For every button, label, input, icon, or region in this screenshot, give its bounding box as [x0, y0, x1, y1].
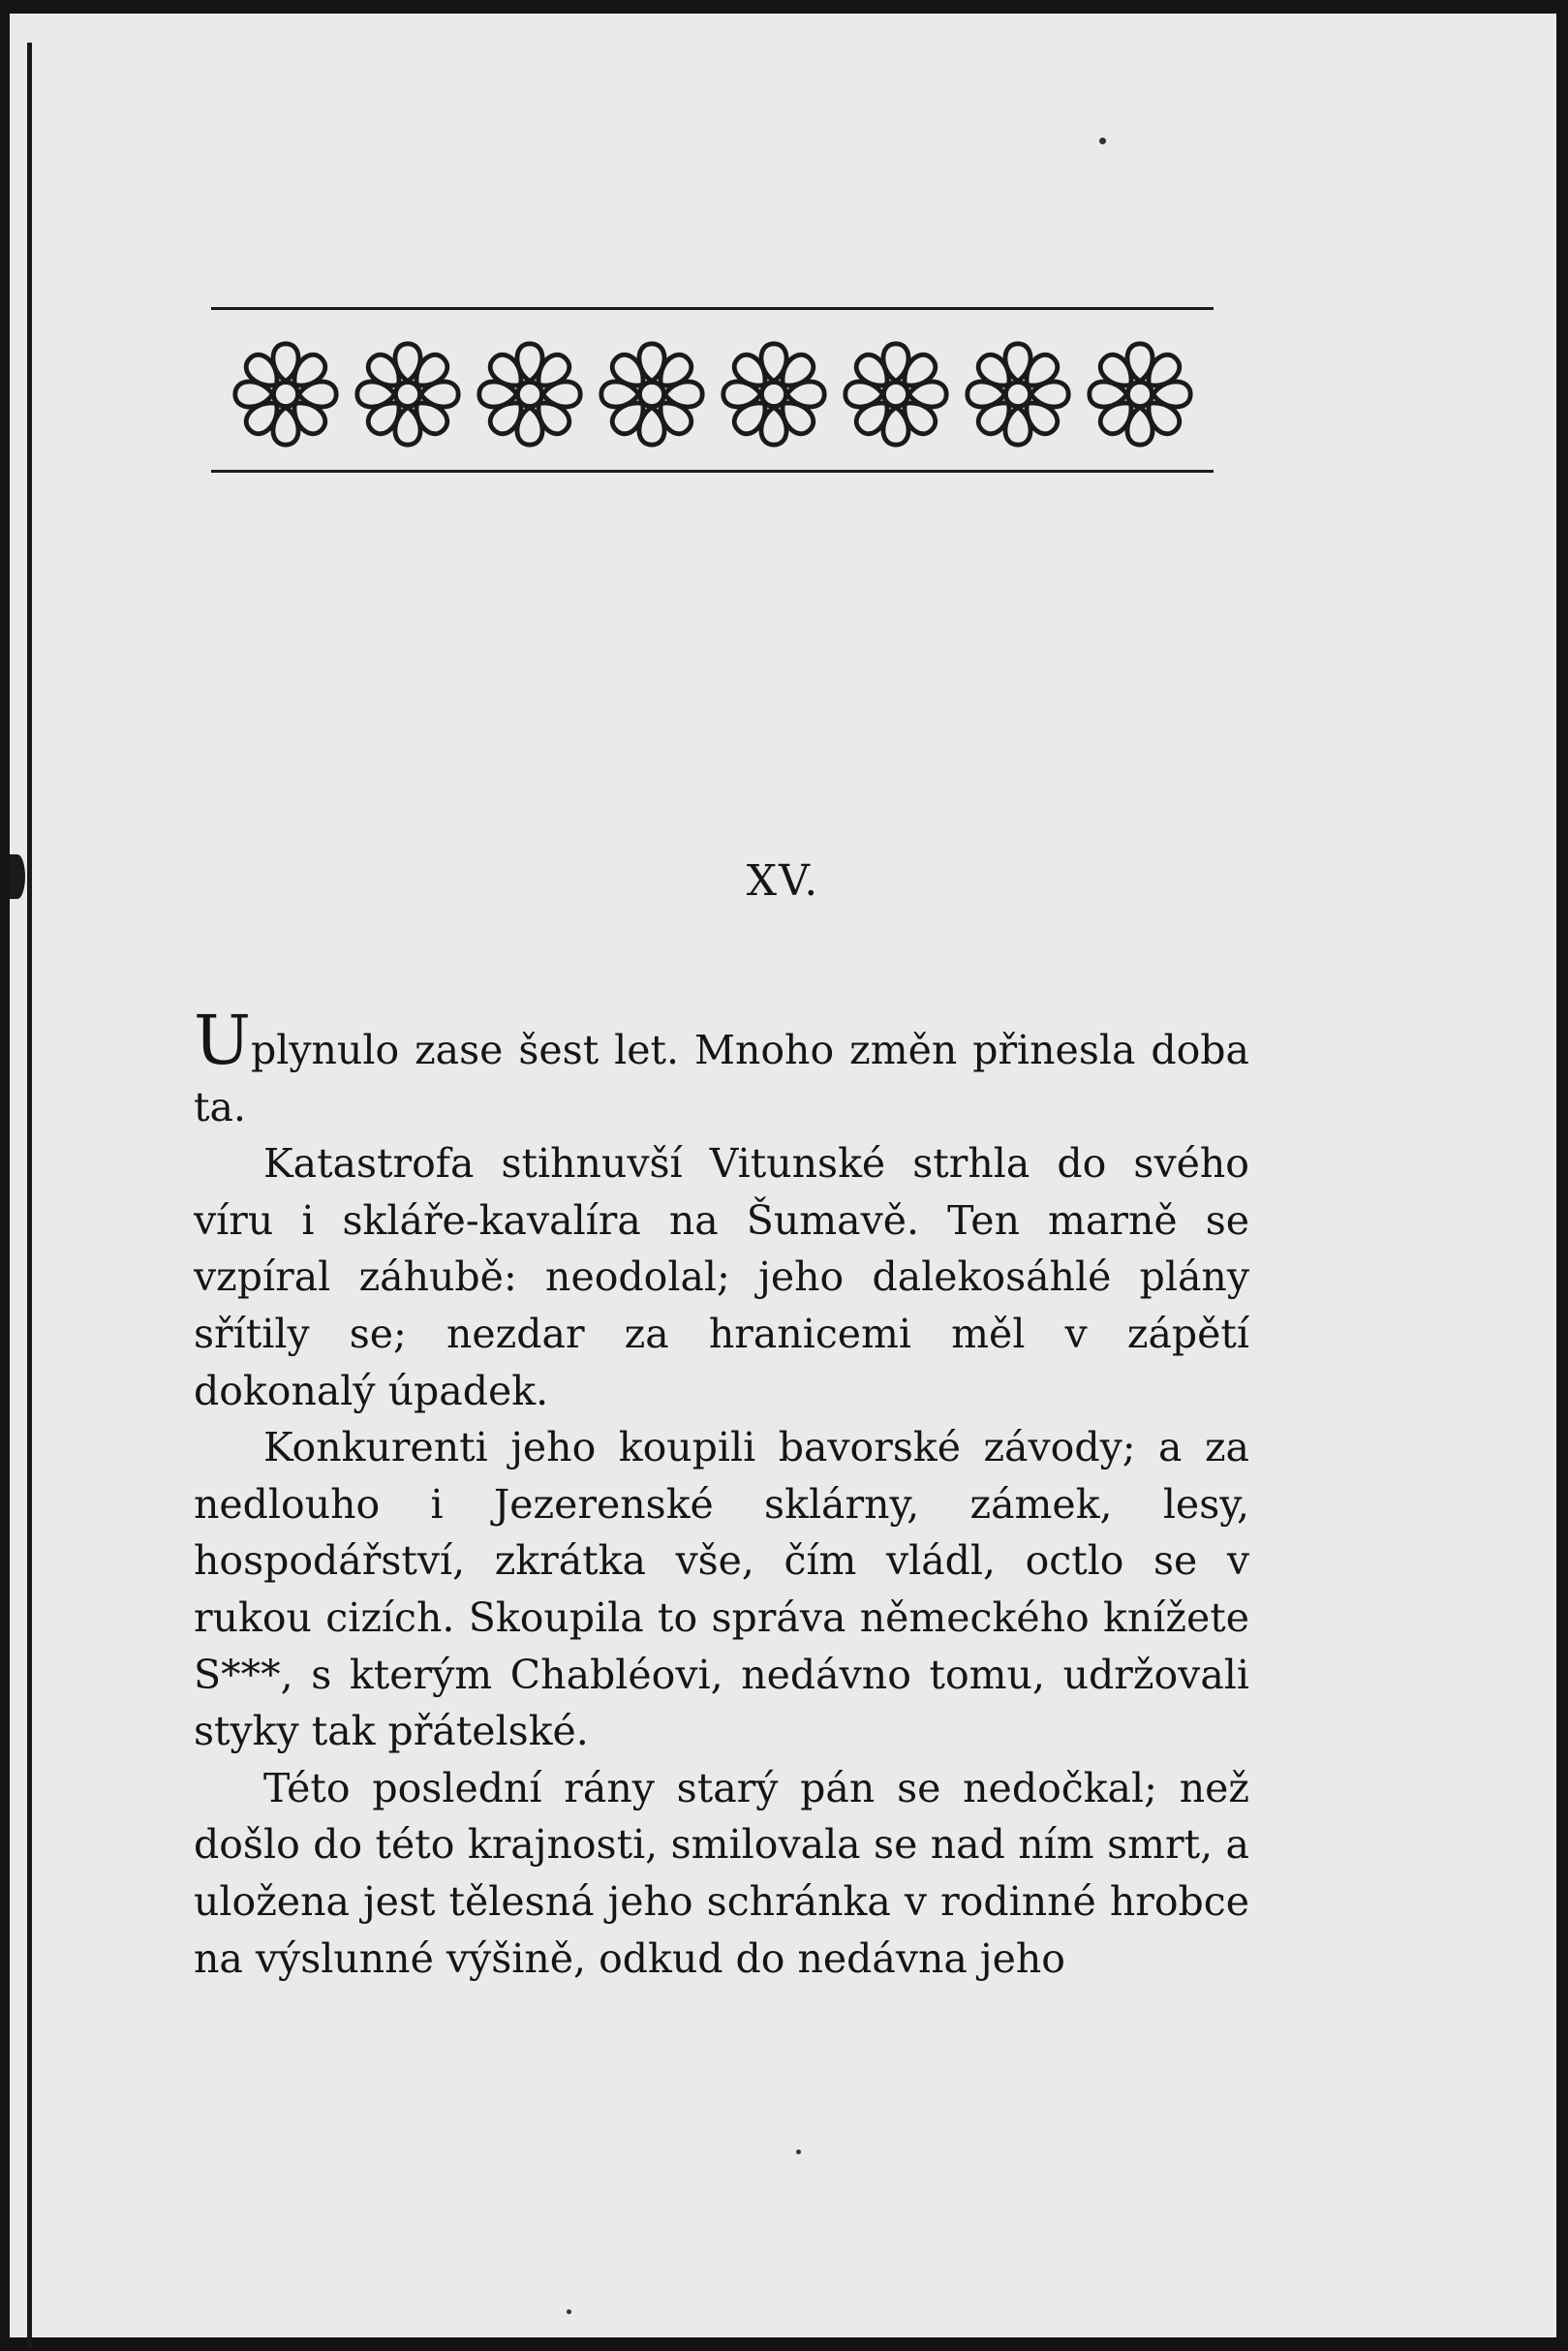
paragraph: Katastrofa stihnuvší Vitunské strhla do svého víru i skláře-kavalíra na Šumavě. Ten marně se vzpíral záhubě: neodolal; jeho dalekosáhlé plány sřítily se; nezdar za hranicemi měl v zápětí dokonalý úpadek.: [194, 1140, 1249, 1414]
flower-icon: [717, 338, 831, 450]
flower-icon: [595, 338, 709, 450]
speck: [567, 2309, 571, 2314]
book-page: [10, 14, 1556, 2337]
paragraph: Této poslední rány starý pán se nedočkal; než došlo do této krajnosti, smilovala se nad ním smrt, a uložena jest tělesná jeho schránka v rodinné hrobce na výslunné výšině, odkud do nedávna jeho: [194, 1764, 1249, 1982]
ornament-top-rule: [211, 307, 1214, 310]
speck: [1099, 138, 1106, 144]
body-text: [194, 1001, 1249, 1987]
paragraph: [194, 1001, 1249, 1135]
paragraph-text: plynulo zase šest let. Mnoho změn přinesla doba ta.: [194, 1027, 1249, 1130]
flower-icon: [473, 338, 587, 450]
header-ornament: [211, 307, 1214, 477]
flower-icon: [229, 338, 343, 450]
chapter-number: XV.: [746, 856, 820, 906]
drop-cap: U: [194, 1001, 251, 1080]
ornament-bottom-rule: [211, 470, 1214, 473]
paragraph: Konkurenti jeho koupili bavorské závody; a za nedlouho i Jezerenské sklárny, zámek, lesy, hospodářství, zkrátka vše, čím vládl, octlo se v rukou cizích. Skoupila to správa německého knížete S***, s kterým Chabléovi, nedávno tomu, udržovali styky tak přátelské.: [194, 1424, 1249, 1755]
flower-icon: [961, 338, 1075, 450]
flower-icon: [839, 338, 953, 450]
speck: [796, 2150, 801, 2154]
flower-band: [229, 338, 1197, 450]
binding-edge: [27, 43, 32, 2348]
flower-icon: [351, 338, 465, 450]
flower-icon: [1083, 338, 1197, 450]
